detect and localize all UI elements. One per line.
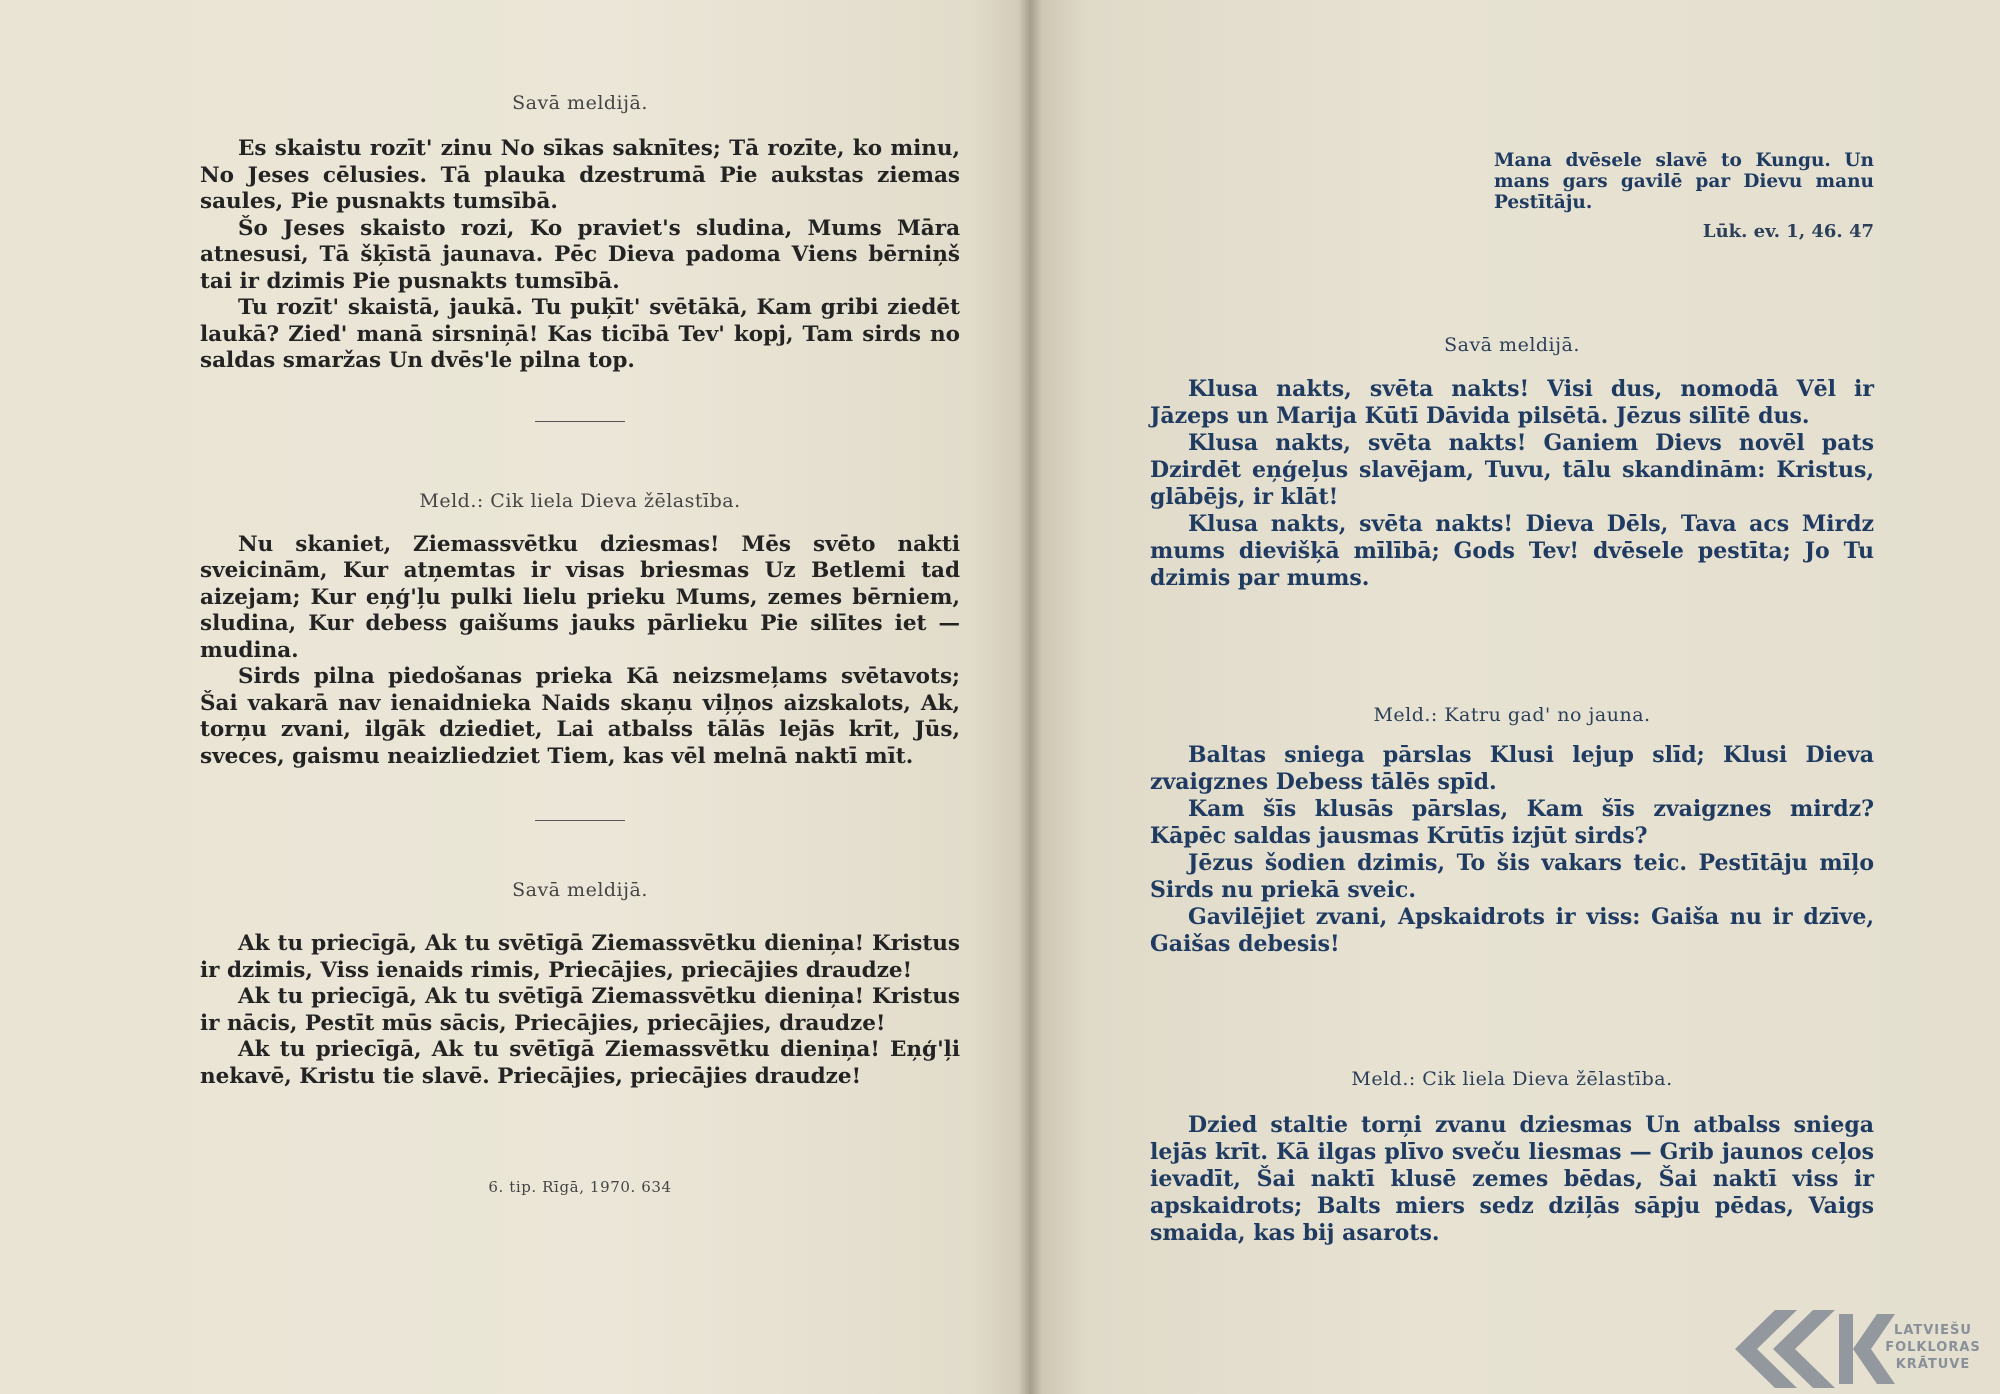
- stanza: Gavilējiet zvani, Apskaidrots ir viss: Gaiša nu ir dzīve, Gaišas debesis!: [1150, 904, 1874, 957]
- book-gutter: [1018, 0, 1042, 1394]
- stanza: Nu skaniet, Ziemassvētku dziesmas! Mēs svēto nakti sveicinām, Kur atņemtas ir visas briesmas Uz Betlemi tad aizejam; Kur eņģ'ļu pulki lielu prieku Mums, zemes bērniem, sludina, Kur debess gaišums jauks pārlieku Pie silītes iet — mudina.: [200, 531, 960, 663]
- left-column: [200, 92, 960, 1196]
- stanza: Dzied staltie torņi zvanu dziesmas Un atbalss sniega lejās krīt. Kā ilgas plīvo sveču liesmas — Grib jaunos ceļos ievadīt, Šai naktī klusē zemes bēdas, Šai naktī viss ir apskaidrots; Balts miers sedz dziļās sāpju pēdas, Vaigs smaida, kas bij asarots.: [1150, 1112, 1874, 1246]
- stanza: Tu rozīt' skaistā, jaukā. Tu puķīt' svētākā, Kam gribi ziedēt laukā? Zied' manā sirsniņā! Kas ticībā Tev' kopj, Tam sirds no saldas smaržas Un dvēs'le pilna top.: [200, 295, 960, 373]
- epigraph: [1494, 150, 1874, 242]
- print-info: 6. tip. Rīgā, 1970. 634: [488, 1178, 672, 1196]
- stanza: Jēzus šodien dzimis, To šis vakars teic. Pestītāju mīļo Sirds nu priekā sveic.: [1150, 850, 1874, 903]
- section-heading: Meld.: Cik liela Dieva žēlastība.: [1351, 1068, 1673, 1090]
- logo-line: FOLKLORAS: [1885, 1340, 1981, 1355]
- stanza: Ak tu priecīgā, Ak tu svētīgā Ziemassvētku dieniņa! Kristus ir nācis, Pestīt mūs sācis, Priecājies, priecājies, draudze!: [200, 984, 960, 1036]
- section-heading: Savā meldijā.: [512, 92, 648, 114]
- section-heading: Meld.: Katru gad' no jauna.: [1373, 704, 1651, 726]
- stanza: Es skaistu rozīt' zinu No sīkas saknītes; Tā rozīte, ko minu, No Jeses cēlusies. Tā plauka dzestrumā Pie aukstas ziemas saules, Pie pusnakts tumsībā.: [200, 136, 960, 214]
- logo-line: LATVIEŠU: [1894, 1323, 1972, 1338]
- stanza: Kam šīs klusās pārslas, Kam šīs zvaigznes mirdz? Kāpēc saldas jausmas Krūtīs izjūt sirds?: [1150, 796, 1874, 849]
- stanza: Klusa nakts, svēta nakts! Ganiem Dievs novēl pats Dzirdēt eņģeļus slavējam, Tuvu, tālu skandinām: Kristus, glābējs, ir klāt!: [1150, 430, 1874, 510]
- right-column: [1150, 150, 1874, 1247]
- bleed-through-text: [180, 112, 188, 139]
- stanza: Sirds pilna piedošanas prieka Kā neizsmeļams svētavots; Šai vakarā nav ienaidnieka Naids skaņu viļņos aizskalots, Ak, torņu zvani, ilgāk dziediet, Lai atbalss tālās lejās krīt, Jūs, sveces, gaismu neaizliedziet Tiem, kas vēl melnā naktī mīt.: [200, 664, 960, 769]
- stanza: Ak tu priecīgā, Ak tu svētīgā Ziemassvētku dieniņa! Eņģ'ļi nekavē, Kristu tie slavē. Priecājies, priecājies draudze!: [200, 1037, 960, 1089]
- stanza: Ak tu priecīgā, Ak tu svētīgā Ziemassvētku dieniņa! Kristus ir dzimis, Viss ienaids rimis, Priecājies, priecājies draudze!: [200, 931, 960, 983]
- stanza: Klusa nakts, svēta nakts! Dieva Dēls, Tava acs Mirdz mums dievišķā mīlībā; Gods Tev! dvēsele pestīta; Jo Tu dzimis par mums.: [1150, 511, 1874, 591]
- section-heading: Savā meldijā.: [1444, 334, 1580, 356]
- stanza: Šo Jeses skaisto rozi, Ko praviet's sludina, Mums Māra atnesusi, Tā šķīstā jaunava. Pēc Dieva padoma Viens bērniņš tai ir dzimis Pie pusnakts tumsībā.: [200, 215, 960, 294]
- section-heading: Meld.: Cik liela Dieva žēlastība.: [419, 489, 741, 512]
- epigraph-reference: Lūk. ev. 1, 46. 47: [1702, 221, 1874, 242]
- logo-line: KRĀTUVE: [1895, 1357, 1971, 1372]
- stanza: Klusa nakts, svēta nakts! Visi dus, nomodā Vēl ir Jāzeps un Marija Kūtī Dāvida pilsētā. Jēzus silītē dus.: [1150, 376, 1874, 429]
- section-heading: Savā meldijā.: [512, 879, 648, 901]
- epigraph-text: Mana dvēsele slavē to Kungu. Un mans gars gavilē par Dievu manu Pestītāju.: [1494, 150, 1874, 213]
- stanza: Baltas sniega pārslas Klusi lejup slīd; Klusi Dieva zvaigznes Debess tālēs spīd.: [1150, 742, 1874, 795]
